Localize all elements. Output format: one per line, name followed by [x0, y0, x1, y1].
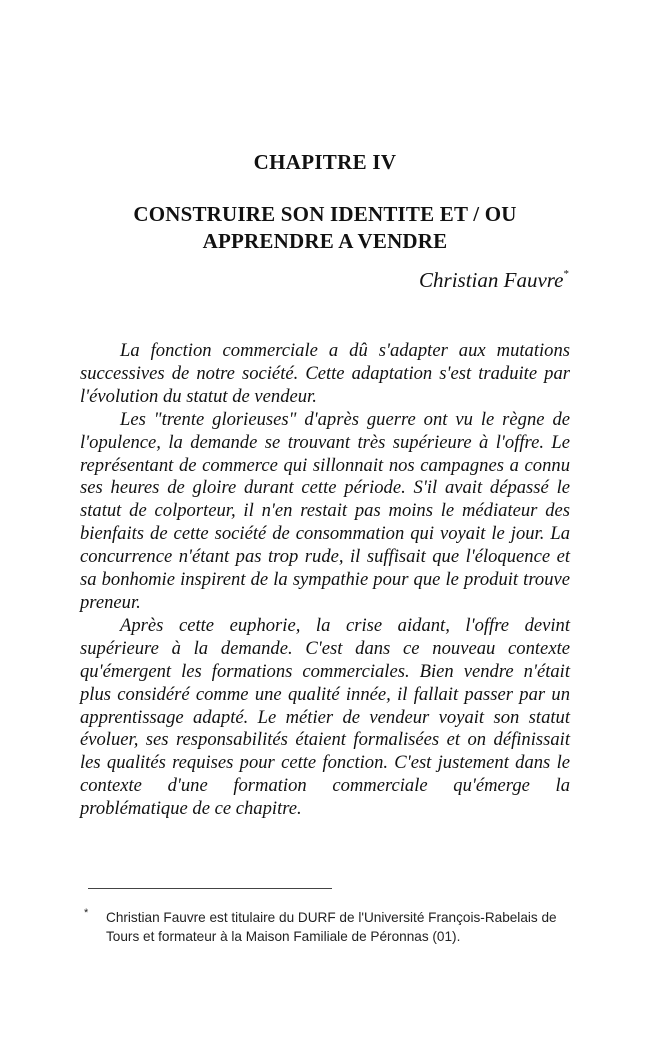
paragraph-2: Les "trente glorieuses" d'après guerre ont vu le règne de l'opulence, la demande se trouvant très supérieure à l'offre. Le représentant de commerce qui sillonnait nos campagnes a connu ses heures de gloire durant cette période. S'il avait dépassé le statut de colporteur, il n'en restait pas moins le médiateur des bienfaits de cette société de consommation qui voyait le jour. La concurrence n'étant pas trop rude, il suffisait que l'éloquence et sa bonhomie inspirent de la sympathie pour que le produit trouve preneur. [80, 408, 570, 613]
author-name: Christian Fauvre [419, 268, 564, 292]
chapter-title-line-2: APPRENDRE A VENDRE [202, 229, 448, 253]
footnote-divider [88, 888, 332, 889]
author-byline [419, 268, 569, 293]
author-footnote-mark: * [563, 268, 569, 280]
paragraph-3: Après cette euphorie, la crise aidant, l'offre devint supérieure à la demande. C'est dans ce nouveau contexte qu'émergent les formations commerciales. Bien vendre n'était plus considéré comme une qualité innée, il fallait passer par un apprentissage adapté. Le métier de vendeur voyait son statut évoluer, ses responsabilités étaient formalisées et on définissait les qualités requises pour cette fonction. C'est justement dans le contexte d'une formation commerciale qu'émerge la problématique de ce chapitre. [80, 614, 570, 820]
footnote-text: Christian Fauvre est titulaire du DURF de l'Université François-Rabelais de Tours et formateur à la Maison Familiale de Péronnas (01). [106, 910, 557, 944]
footnote [84, 908, 570, 946]
body-text [80, 340, 570, 821]
chapter-title-line-1: CONSTRUIRE SON IDENTITE ET / OU [133, 202, 517, 226]
paragraph-1: La fonction commerciale a dû s'adapter aux mutations successives de notre société. Cette adaptation s'est traduite par l'évolution du statut de vendeur. [80, 340, 570, 407]
footnote-mark: * [84, 907, 89, 919]
chapter-title [0, 201, 650, 255]
chapter-label: CHAPITRE IV [253, 150, 397, 174]
